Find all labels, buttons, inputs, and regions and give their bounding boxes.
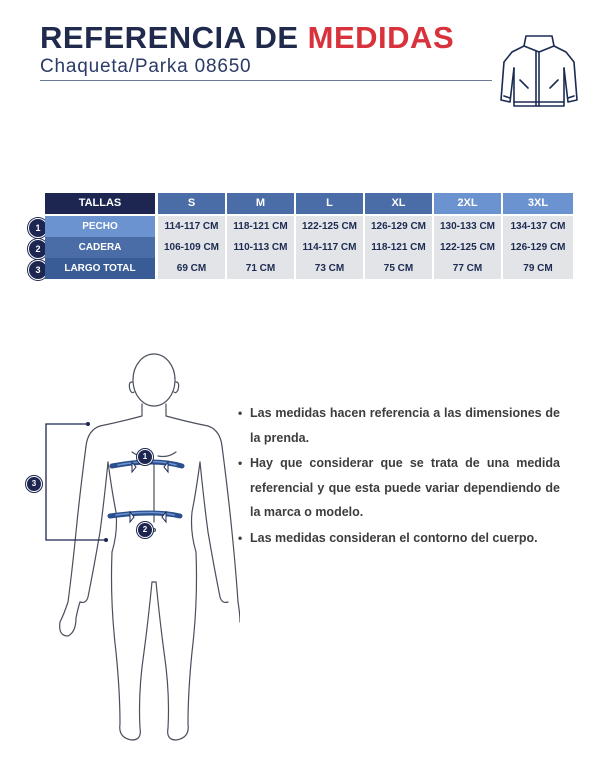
table-cell: 110-113 CM [227, 237, 294, 258]
table-cell: 69 CM [158, 258, 225, 279]
row-number-badge: 2 [28, 239, 48, 259]
table-cell: 106-109 CM [158, 237, 225, 258]
table-cell: 75 CM [365, 258, 432, 279]
size-header-m: M [227, 193, 294, 214]
table-cell: 118-121 CM [227, 216, 294, 237]
table-cell: 118-121 CM [365, 237, 432, 258]
size-header-xl: XL [365, 193, 432, 214]
title-part-1: REFERENCIA DE [40, 20, 299, 55]
table-cell: 71 CM [227, 258, 294, 279]
body-outline [20, 352, 243, 752]
note-text: Las medidas consideran el contorno del cuerpo. [250, 530, 538, 545]
note-item [238, 401, 560, 450]
table-cell: 79 CM [503, 258, 573, 279]
row-number-badge: 1 [28, 218, 48, 238]
note-text: Las medidas hacen referencia a las dimensiones de la prenda. [250, 406, 560, 445]
table-cell: 126-129 CM [503, 237, 573, 258]
size-header-s: S [158, 193, 225, 214]
title-part-2: MEDIDAS [307, 20, 455, 55]
size-header-2xl: 2XL [434, 193, 501, 214]
table-cell: 134-137 CM [503, 216, 573, 237]
size-header-3xl: 3XL [503, 193, 573, 214]
table-cell: 73 CM [296, 258, 363, 279]
header-divider [40, 80, 492, 81]
hip-marker: 2 [137, 522, 153, 538]
notes-list [238, 401, 560, 551]
bullet-icon: • [238, 456, 243, 470]
table-cell: 114-117 CM [158, 216, 225, 237]
row-number-badge: 3 [28, 260, 48, 280]
note-item [238, 451, 560, 525]
table-cell: 122-125 CM [434, 237, 501, 258]
jacket-icon [498, 28, 580, 110]
bullet-icon: • [238, 530, 243, 545]
table-cell: 114-117 CM [296, 237, 363, 258]
length-marker: 3 [26, 476, 42, 492]
product-subtitle: Chaqueta/Parka 08650 [40, 56, 252, 77]
chest-marker: 1 [137, 449, 153, 465]
row-label-pecho: PECHO [45, 216, 155, 237]
row-label-largo-total: LARGO TOTAL [45, 258, 155, 279]
table-cell: 122-125 CM [296, 216, 363, 237]
size-header-l: L [296, 193, 363, 214]
table-cell: 77 CM [434, 258, 501, 279]
row-label-cadera: CADERA [45, 237, 155, 258]
table-cell: 130-133 CM [434, 216, 501, 237]
note-text: Hay que considerar que se trata de una medida referencial y que esta puede variar dependiendo de la marca o modelo. [250, 456, 560, 519]
note-item [238, 526, 560, 551]
table-cell: 126-129 CM [365, 216, 432, 237]
bullet-icon: • [238, 406, 243, 420]
table-header-tallas: TALLAS [45, 193, 155, 214]
